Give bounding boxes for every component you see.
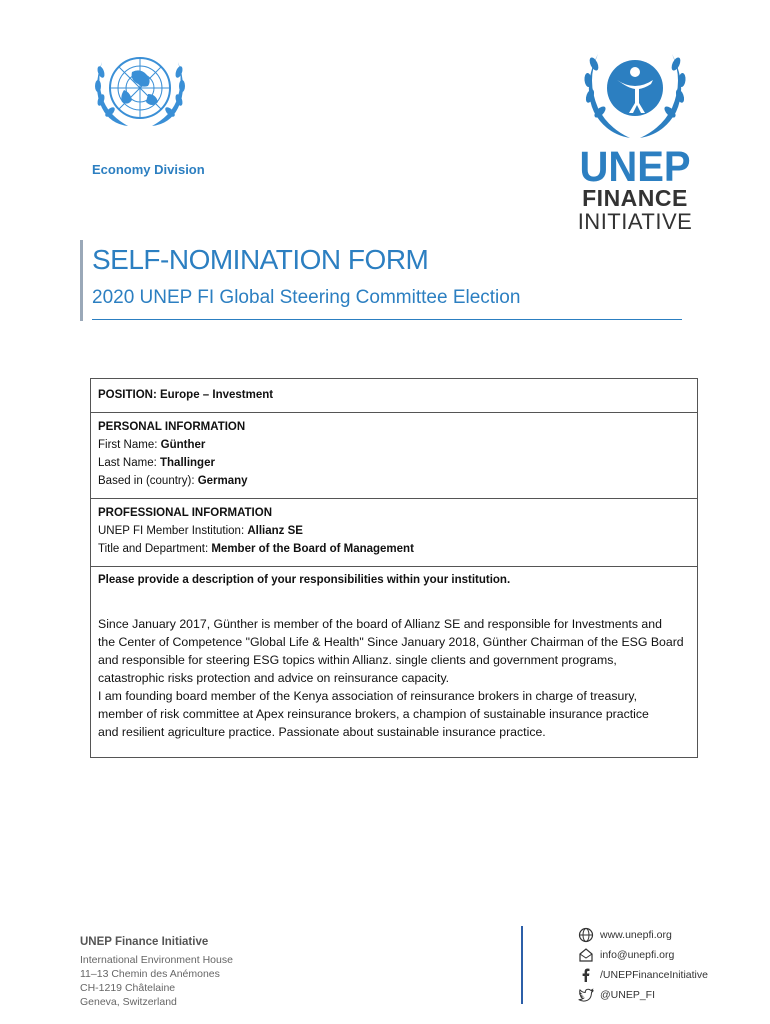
description-question: Please provide a description of your responsibilities within your institution. — [98, 574, 511, 586]
job-title-label: Title and Department: — [98, 543, 212, 555]
economy-division-label: Economy Division — [92, 162, 205, 177]
footer-address-line: CH-1219 Châtelaine — [80, 982, 176, 994]
institution-value: Allianz SE — [247, 525, 303, 537]
website-link[interactable]: www.unepfi.org — [600, 929, 672, 941]
footer-address-line: 11–13 Chemin des Anémones — [80, 968, 220, 980]
description-line: Since January 2017, Günther is member of the board of Allianz SE and responsible for Investments and — [98, 617, 662, 631]
title-underline — [92, 319, 682, 320]
last-name-value: Thallinger — [160, 457, 215, 469]
nomination-form-table — [90, 378, 698, 758]
title-accent-bar — [80, 240, 83, 321]
globe-icon — [578, 927, 594, 943]
first-name-value: Günther — [160, 439, 206, 451]
last-name-line — [98, 454, 248, 472]
footer-address-line: International Environment House — [80, 954, 233, 966]
institution-label: UNEP FI Member Institution: — [98, 525, 248, 537]
position-label: POSITION: Europe – Investment — [98, 389, 274, 401]
email-link[interactable]: info@unepfi.org — [600, 949, 675, 961]
job-title-value: Member of the Board of Management — [211, 543, 414, 555]
logo-finance-word: FINANCE — [582, 185, 688, 211]
country-line — [98, 472, 248, 490]
institution-line — [98, 522, 414, 540]
description-body — [98, 615, 692, 741]
page-title: SELF-NOMINATION FORM — [92, 244, 429, 275]
professional-info-row — [91, 499, 697, 567]
description-line: the Center of Competence "Global Life & Health" Since January 2018, Günther Chairman of the ESG Board — [98, 635, 684, 649]
footer-divider — [521, 926, 523, 1004]
footer-org-name: UNEP Finance Initiative — [80, 936, 209, 948]
title-line — [98, 540, 414, 558]
unep-emblem-logo — [572, 40, 698, 144]
first-name-line — [98, 436, 248, 454]
description-line: and resilient agriculture practice. Passionate about sustainable insurance practice. — [98, 725, 546, 739]
personal-info-row — [91, 413, 697, 499]
last-name-label: Last Name: — [98, 457, 160, 469]
facebook-link[interactable]: /UNEPFinanceInitiative — [600, 969, 708, 981]
description-line: I am founding board member of the Kenya association of reinsurance brokers in charge of treasury, — [98, 689, 638, 703]
personal-info-section — [98, 418, 248, 490]
logo-initiative-word: INITIATIVE — [577, 209, 693, 234]
description-row — [91, 567, 697, 758]
description-line: catastrophic risks protection and advice on reinsurance capacity. — [98, 671, 450, 685]
logo-unep-word: UNEP — [579, 143, 691, 191]
facebook-icon — [578, 967, 594, 983]
country-value: Germany — [197, 475, 248, 487]
personal-info-heading: PERSONAL INFORMATION — [98, 421, 246, 433]
footer-address-line: Geneva, Switzerland — [80, 996, 177, 1008]
description-line: member of risk committee at Apex reinsurance brokers, a champion of sustainable insurance practice — [98, 707, 649, 721]
first-name-label: First Name: — [98, 439, 161, 451]
professional-info-section — [98, 504, 414, 558]
email-icon — [578, 947, 594, 963]
un-emblem-logo — [88, 42, 192, 142]
country-label: Based in (country): — [98, 475, 198, 487]
twitter-icon — [578, 987, 594, 1003]
twitter-link[interactable]: @UNEP_FI — [600, 989, 656, 1001]
position-row — [91, 379, 697, 413]
professional-info-heading: PROFESSIONAL INFORMATION — [98, 507, 272, 519]
page-subtitle: 2020 UNEP FI Global Steering Committee Election — [92, 287, 521, 308]
description-line: and responsible for steering ESG topics within Allianz. single clients and government programs, — [98, 653, 617, 667]
